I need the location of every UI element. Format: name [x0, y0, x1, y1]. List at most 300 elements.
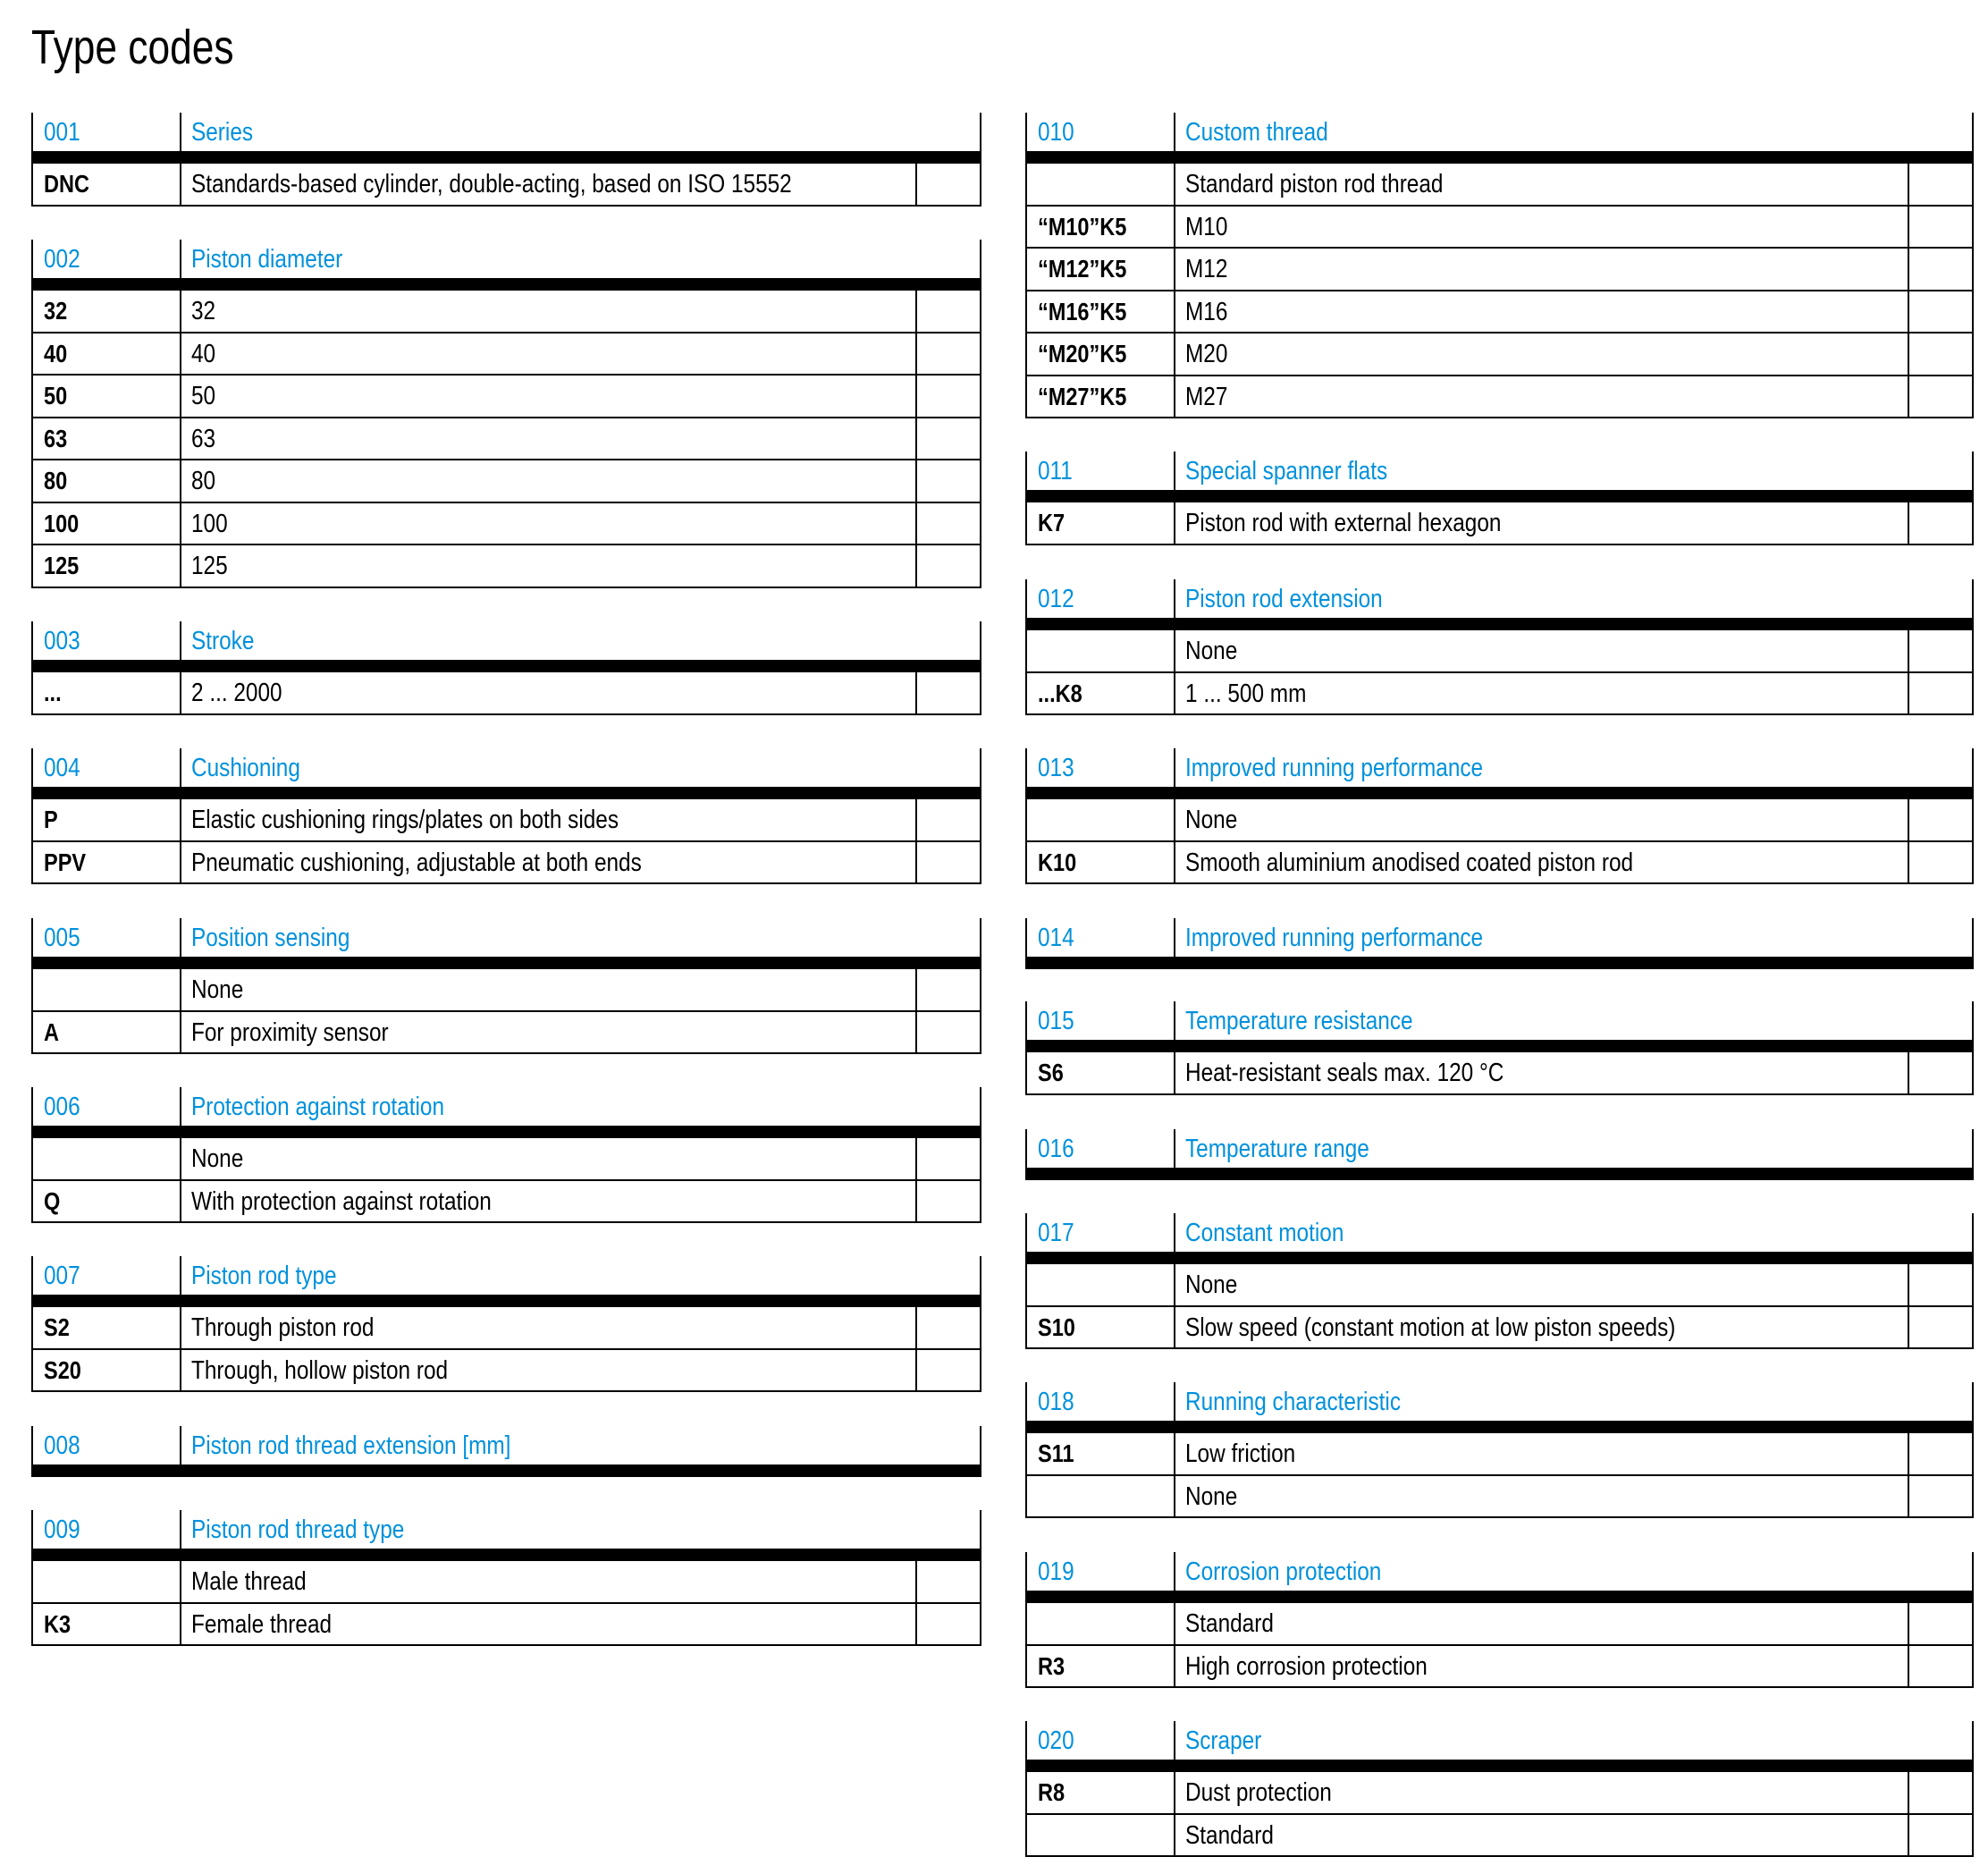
block-number	[1038, 1382, 1081, 1421]
column-divider	[180, 842, 181, 883]
column-divider	[1174, 748, 1175, 787]
table-row	[31, 164, 981, 207]
table-row	[1025, 842, 1974, 885]
option-description	[1185, 1433, 1317, 1474]
type-code-block-010	[1025, 113, 1974, 418]
table-row	[31, 1561, 981, 1604]
option-code-text: S10	[1038, 1307, 1075, 1348]
selection-cell-divider	[915, 1181, 917, 1222]
selection-cell-divider	[1908, 502, 1909, 544]
block-number-text: 004	[44, 748, 80, 788]
block-title	[1185, 1382, 1442, 1421]
option-description-text: Piston rod with external hexagon	[1185, 502, 1501, 544]
type-code-block-008	[31, 1426, 981, 1477]
option-code-text: S6	[1038, 1052, 1064, 1093]
option-code-text: 40	[44, 333, 67, 375]
block-number-text: 001	[44, 113, 80, 152]
column-divider	[1174, 164, 1175, 205]
column-divider	[180, 291, 181, 332]
table-row	[1025, 1476, 1974, 1519]
block-header	[31, 748, 981, 799]
block-header	[1025, 918, 1974, 969]
column-divider	[1174, 799, 1175, 840]
table-row	[31, 460, 981, 503]
option-description-text: 63	[191, 418, 215, 460]
option-description	[191, 333, 220, 375]
block-title-text: Scraper	[1185, 1721, 1261, 1760]
column-divider	[180, 799, 181, 840]
option-code-text: 100	[44, 503, 79, 544]
option-description-text: Low friction	[1185, 1433, 1295, 1474]
option-description-text: Standard piston rod thread	[1185, 164, 1443, 205]
option-code-text: “M10”K5	[1038, 207, 1126, 248]
column-divider	[1174, 1476, 1175, 1517]
column-divider	[1174, 113, 1175, 151]
table-row	[31, 503, 981, 546]
block-number-text: 019	[1038, 1552, 1074, 1591]
column-divider	[180, 418, 181, 460]
block-title-text: Series	[191, 113, 253, 152]
block-header	[31, 240, 981, 291]
option-description	[191, 1604, 358, 1645]
block-title	[1185, 113, 1355, 151]
selection-cell-divider	[915, 1561, 917, 1602]
block-header	[31, 1426, 981, 1477]
block-title	[1185, 1552, 1419, 1591]
selection-cell-divider	[915, 969, 917, 1010]
block-number-text: 009	[44, 1510, 80, 1549]
selection-cell-divider	[915, 672, 917, 713]
option-code	[1038, 1772, 1070, 1813]
selection-cell-divider	[1908, 1646, 1909, 1687]
selection-cell-divider	[915, 842, 917, 883]
option-description	[1185, 164, 1492, 205]
column-divider	[1174, 1382, 1175, 1421]
selection-cell-divider	[1908, 164, 1909, 205]
selection-cell-divider	[1908, 1264, 1909, 1305]
option-description	[191, 1307, 409, 1348]
table-row	[31, 1604, 981, 1647]
option-code-text: K3	[44, 1604, 71, 1645]
option-description-text: 1 ... 500 mm	[1185, 673, 1306, 714]
table-row	[31, 418, 981, 461]
block-header	[1025, 1129, 1974, 1180]
option-description	[191, 376, 220, 417]
table-row	[1025, 799, 1974, 842]
block-header	[1025, 1382, 1974, 1433]
block-title	[1185, 1721, 1276, 1760]
block-number-text: 016	[1038, 1129, 1074, 1169]
table-row	[31, 672, 981, 715]
column-divider	[1174, 1129, 1175, 1168]
column-divider	[1174, 1603, 1175, 1644]
option-code	[44, 164, 98, 205]
option-description-text: Pneumatic cushioning, adjustable at both ends	[191, 842, 642, 883]
option-description	[1185, 249, 1235, 290]
column-divider	[180, 460, 181, 502]
column-divider	[1174, 842, 1175, 883]
option-description	[191, 545, 234, 587]
type-code-block-013	[1025, 748, 1974, 884]
selection-cell-divider	[915, 1138, 917, 1179]
column-divider	[180, 1510, 181, 1549]
block-title	[191, 918, 380, 957]
table-row	[31, 1012, 981, 1055]
column-divider	[1174, 1001, 1175, 1040]
option-description	[191, 1350, 497, 1391]
block-title	[1185, 452, 1426, 490]
table-row	[31, 1307, 981, 1350]
selection-cell-divider	[1908, 630, 1909, 671]
column-divider	[180, 113, 181, 151]
option-description-text: M10	[1185, 207, 1227, 248]
column-divider	[180, 918, 181, 957]
option-code-text: K7	[1038, 502, 1065, 544]
option-description	[1185, 1603, 1291, 1644]
table-row	[1025, 291, 1974, 334]
option-code-text: “M12”K5	[1038, 249, 1126, 290]
option-description-text: Through piston rod	[191, 1307, 374, 1348]
block-number-text: 014	[1038, 918, 1074, 958]
selection-cell-divider	[1908, 1772, 1909, 1813]
table-row	[1025, 630, 1974, 673]
selection-cell-divider	[915, 1012, 917, 1053]
column-divider	[180, 1256, 181, 1295]
option-code-text: 32	[44, 291, 67, 332]
type-code-block-002	[31, 240, 981, 588]
option-code-text: “M20”K5	[1038, 333, 1126, 375]
block-header	[31, 918, 981, 969]
type-code-block-014	[1025, 918, 1974, 969]
block-header	[1025, 1213, 1974, 1264]
column-divider	[1174, 452, 1175, 490]
block-number	[1038, 1552, 1081, 1591]
block-number	[44, 748, 87, 787]
column-divider	[180, 164, 181, 205]
option-description	[191, 799, 700, 840]
option-description	[191, 1012, 426, 1053]
type-code-block-019	[1025, 1552, 1974, 1688]
selection-cell-divider	[1908, 1052, 1909, 1093]
column-divider	[180, 376, 181, 417]
page-title: Type codes	[31, 20, 233, 75]
block-title	[191, 1256, 364, 1295]
option-description-text: None	[1185, 630, 1237, 671]
column-divider	[1174, 918, 1175, 957]
option-code-text: A	[44, 1012, 59, 1053]
option-description-text: M27	[1185, 376, 1227, 418]
block-number	[44, 1087, 87, 1126]
table-row	[31, 545, 981, 588]
option-description-text: For proximity sensor	[191, 1012, 389, 1053]
column-divider	[180, 969, 181, 1010]
option-description-text: 2 ... 2000	[191, 672, 282, 713]
option-code-text: ...	[44, 672, 62, 713]
option-code	[44, 1350, 88, 1391]
option-code-text: 50	[44, 376, 67, 417]
type-code-block-003	[31, 621, 981, 715]
selection-cell-divider	[915, 545, 917, 587]
option-description	[191, 460, 220, 502]
block-number	[1038, 1721, 1081, 1760]
option-description	[1185, 1307, 1769, 1348]
selection-cell-divider	[1908, 673, 1909, 714]
option-description-text: None	[191, 969, 243, 1010]
block-number	[1038, 1129, 1081, 1168]
option-description-text: M12	[1185, 249, 1227, 290]
option-description	[1185, 333, 1235, 375]
selection-cell-divider	[1908, 249, 1909, 290]
table-row	[1025, 502, 1974, 545]
option-description-text: Male thread	[191, 1561, 307, 1602]
block-number	[1038, 452, 1079, 490]
block-header	[1025, 748, 1974, 799]
block-title	[191, 1510, 445, 1549]
type-code-block-018	[1025, 1382, 1974, 1518]
option-description-text: 32	[191, 291, 215, 332]
block-number-text: 011	[1038, 452, 1073, 491]
block-header	[1025, 1552, 1974, 1603]
type-code-block-016	[1025, 1129, 1974, 1180]
option-description-text: None	[1185, 1476, 1237, 1517]
block-title-text: Temperature resistance	[1185, 1001, 1413, 1041]
option-description-text: Standards-based cylinder, double-acting, based on ISO 15552	[191, 164, 792, 205]
table-row	[31, 376, 981, 418]
column-divider	[180, 1181, 181, 1222]
selection-cell-divider	[1908, 207, 1909, 248]
selection-cell-divider	[1908, 1433, 1909, 1474]
option-description	[191, 1181, 549, 1222]
type-code-block-004	[31, 748, 981, 884]
block-header	[1025, 113, 1974, 164]
column-divider	[180, 545, 181, 587]
column-divider	[1174, 1815, 1175, 1856]
option-description	[191, 842, 728, 883]
block-header	[31, 1256, 981, 1307]
column-divider	[180, 1350, 181, 1391]
table-row	[1025, 249, 1974, 291]
block-number-text: 012	[1038, 579, 1074, 619]
block-number-text: 006	[44, 1087, 80, 1127]
type-code-block-005	[31, 918, 981, 1054]
selection-cell-divider	[915, 799, 917, 840]
selection-cell-divider	[1908, 1476, 1909, 1517]
block-title	[1185, 918, 1540, 957]
option-code	[44, 418, 72, 460]
option-code-text: “M27”K5	[1038, 376, 1126, 418]
option-description-text: Female thread	[191, 1604, 332, 1645]
block-header	[1025, 579, 1974, 630]
table-row	[1025, 1646, 1974, 1689]
selection-cell-divider	[915, 1350, 917, 1391]
option-description-text: 100	[191, 503, 228, 544]
option-description-text: Heat-resistant seals max. 120 °C	[1185, 1052, 1504, 1093]
block-number-text: 010	[1038, 113, 1074, 152]
block-number	[44, 240, 87, 278]
option-description	[1185, 673, 1329, 714]
selection-cell-divider	[915, 291, 917, 332]
column-divider	[1174, 376, 1175, 418]
option-code-text: R8	[1038, 1772, 1065, 1813]
option-code	[44, 1307, 74, 1348]
column-divider	[1174, 249, 1175, 290]
selection-cell-divider	[915, 460, 917, 502]
option-description-text: None	[1185, 1264, 1237, 1305]
type-code-block-015	[1025, 1001, 1974, 1095]
selection-cell-divider	[1908, 799, 1909, 840]
table-row	[31, 333, 981, 376]
selection-cell-divider	[915, 376, 917, 417]
option-description	[1185, 1264, 1247, 1305]
block-title	[1185, 748, 1540, 787]
column-divider	[180, 621, 181, 660]
column-divider	[1174, 207, 1175, 248]
table-row	[31, 1138, 981, 1181]
block-header	[31, 621, 981, 672]
table-row	[1025, 1815, 1974, 1857]
column-divider	[1174, 579, 1175, 618]
option-code	[1038, 673, 1091, 714]
option-code	[1038, 842, 1083, 883]
block-title-text: Piston rod type	[191, 1256, 337, 1296]
table-row	[31, 842, 981, 885]
table-row	[1025, 207, 1974, 249]
option-code	[1038, 207, 1143, 248]
table-row	[31, 969, 981, 1012]
column-divider	[1174, 630, 1175, 671]
block-title-text: Cushioning	[191, 748, 300, 788]
option-description-text: 40	[191, 333, 215, 375]
block-number-text: 018	[1038, 1382, 1074, 1422]
option-description-text: 80	[191, 460, 215, 502]
block-number-text: 015	[1038, 1001, 1074, 1041]
block-number	[44, 1510, 87, 1549]
table-row	[1025, 1603, 1974, 1646]
option-description	[1185, 376, 1235, 418]
block-title-text: Temperature range	[1185, 1129, 1369, 1169]
option-code	[44, 376, 72, 417]
block-number-text: 020	[1038, 1721, 1074, 1760]
type-code-block-001	[31, 113, 981, 207]
column-divider	[180, 333, 181, 375]
column-divider	[1174, 291, 1175, 333]
column-divider	[1174, 1307, 1175, 1348]
option-code-text: P	[44, 799, 58, 840]
option-code	[44, 503, 86, 544]
block-header	[31, 1510, 981, 1561]
option-code	[44, 1604, 76, 1645]
option-code-text: S2	[44, 1307, 70, 1348]
block-title-text: Protection against rotation	[191, 1087, 444, 1127]
column-divider	[1174, 1052, 1175, 1093]
block-title-text: Stroke	[191, 621, 254, 661]
block-title	[191, 1426, 572, 1464]
block-number	[1038, 113, 1081, 151]
option-code-text: Q	[44, 1181, 60, 1222]
block-number	[1038, 1213, 1081, 1252]
table-row	[31, 1350, 981, 1393]
selection-cell-divider	[1908, 376, 1909, 418]
option-description-text: M20	[1185, 333, 1227, 375]
block-title-text: Piston rod extension	[1185, 579, 1383, 619]
option-code	[1038, 249, 1143, 290]
option-code	[44, 842, 94, 883]
table-row	[31, 1181, 981, 1224]
type-code-block-009	[31, 1510, 981, 1646]
option-code	[44, 333, 72, 375]
column-divider	[180, 1012, 181, 1053]
table-row	[1025, 376, 1974, 419]
table-row	[1025, 1264, 1974, 1307]
option-description-text: Smooth aluminium anodised coated piston rod	[1185, 842, 1633, 883]
option-code	[44, 799, 61, 840]
block-number	[44, 113, 87, 151]
option-description	[191, 1138, 253, 1179]
block-number	[1038, 1001, 1081, 1040]
block-number-text: 007	[44, 1256, 80, 1296]
option-code	[1038, 1646, 1070, 1687]
option-code	[44, 545, 86, 587]
option-code-text: 80	[44, 460, 67, 502]
option-description-text: None	[1185, 799, 1237, 840]
column-divider	[180, 1087, 181, 1126]
block-title	[1185, 1001, 1456, 1040]
column-divider	[180, 1307, 181, 1348]
type-code-block-017	[1025, 1213, 1974, 1349]
option-code-text: S11	[1038, 1433, 1074, 1474]
option-description	[1185, 291, 1235, 333]
block-title-text: Constant motion	[1185, 1213, 1344, 1253]
block-title-text: Custom thread	[1185, 113, 1328, 152]
block-number	[44, 1256, 87, 1295]
option-description-text: Slow speed (constant motion at low piston speeds)	[1185, 1307, 1675, 1348]
type-code-block-020	[1025, 1721, 1974, 1857]
table-row	[1025, 1307, 1974, 1350]
option-description	[1185, 1476, 1247, 1517]
column-divider	[1174, 333, 1175, 375]
selection-cell-divider	[1908, 842, 1909, 883]
column-divider	[1174, 502, 1175, 544]
option-code	[44, 1181, 63, 1222]
block-title-text: Piston rod thread type	[191, 1510, 404, 1549]
type-code-block-007	[31, 1256, 981, 1392]
option-description	[1185, 502, 1562, 544]
option-description	[191, 418, 220, 460]
column-divider	[180, 240, 181, 278]
option-code-text: PPV	[44, 842, 86, 883]
option-description	[1185, 1052, 1564, 1093]
option-code-text: “M16”K5	[1038, 291, 1126, 333]
table-row	[31, 291, 981, 333]
option-code-text: ...K8	[1038, 673, 1082, 714]
option-description	[1185, 799, 1247, 840]
column-divider	[1174, 1264, 1175, 1305]
column-divider	[1174, 1552, 1175, 1591]
option-code	[1038, 291, 1143, 333]
block-title-text: Running characteristic	[1185, 1382, 1401, 1422]
option-description	[191, 1561, 328, 1602]
column-divider	[180, 1138, 181, 1179]
option-description-text: Elastic cushioning rings/plates on both sides	[191, 799, 619, 840]
option-code-text: 125	[44, 545, 79, 587]
selection-cell-divider	[915, 333, 917, 375]
column-divider	[180, 672, 181, 713]
option-code-text: K10	[1038, 842, 1076, 883]
option-description	[191, 969, 253, 1010]
block-title	[1185, 1129, 1404, 1168]
option-description	[1185, 1646, 1473, 1687]
block-title	[1185, 1213, 1374, 1252]
